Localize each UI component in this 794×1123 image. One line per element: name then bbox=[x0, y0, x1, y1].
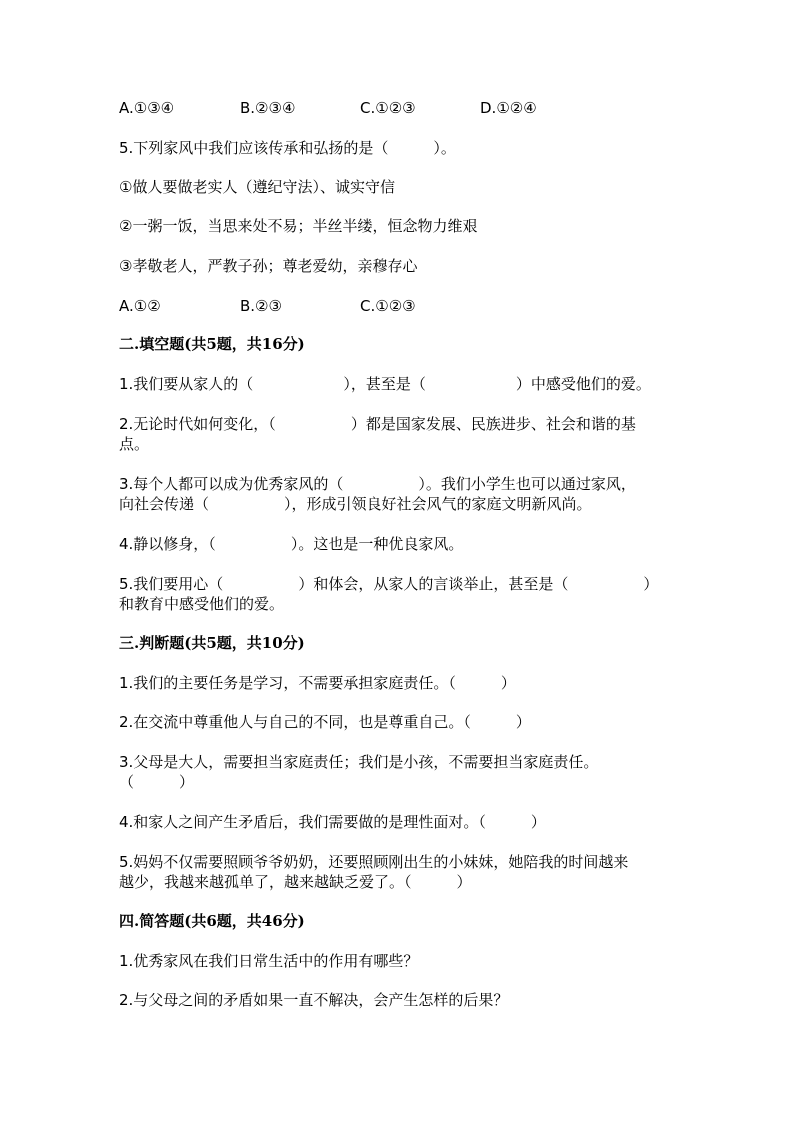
q4-option-c: C.①②③ bbox=[360, 99, 416, 117]
s2-q2-line2: 点。 bbox=[119, 435, 150, 453]
s2-q4: 4.静以修身，（ ）。这也是一种优良家风。 bbox=[119, 535, 464, 553]
q5-option-a: A.①② bbox=[119, 297, 161, 315]
s3-q3-line2: （ ） bbox=[119, 773, 195, 791]
s2-q2-line1: 2.无论时代如何变化，（ ）都是国家发展、民族进步、社会和谐的基 bbox=[119, 415, 636, 433]
section3-title: 三.判断题(共5题，共10分) bbox=[119, 634, 305, 652]
q5-item-2: ②一粥一饭，当思来处不易；半丝半缕，恒念物力维艰 bbox=[119, 217, 478, 235]
s4-q1: 1.优秀家风在我们日常生活中的作用有哪些？ bbox=[119, 952, 419, 970]
s2-q3-line2: 向社会传递（ ），形成引领良好社会风气的家庭文明新风尚。 bbox=[119, 495, 592, 513]
section2-title: 二.填空题(共5题，共16分) bbox=[119, 335, 305, 353]
s3-q2: 2.在交流中尊重他人与自己的不同，也是尊重自己。（ ） bbox=[119, 713, 531, 731]
s4-q2: 2.与父母之间的矛盾如果一直不解决，会产生怎样的后果？ bbox=[119, 991, 509, 1009]
s3-q5-line1: 5.妈妈不仅需要照顾爷爷奶奶，还要照顾刚出生的小妹妹，她陪我的时间越来 bbox=[119, 853, 629, 871]
s3-q1: 1.我们的主要任务是学习，不需要承担家庭责任。（ ） bbox=[119, 674, 516, 692]
q4-option-a: A.①③④ bbox=[119, 99, 175, 117]
s2-q5-line2: 和教育中感受他们的爱。 bbox=[119, 595, 285, 613]
section4-title: 四.简答题(共6题，共46分) bbox=[119, 912, 305, 930]
q5-stem: 5.下列家风中我们应该传承和弘扬的是（ ）。 bbox=[119, 139, 456, 157]
q4-option-d: D.①②④ bbox=[480, 99, 537, 117]
q4-option-b: B.②③④ bbox=[240, 99, 296, 117]
s2-q3-line1: 3.每个人都可以成为优秀家风的（ ）。我们小学生也可以通过家风， bbox=[119, 475, 636, 493]
s3-q3-line1: 3.父母是大人，需要担当家庭责任；我们是小孩，不需要担当家庭责任。 bbox=[119, 753, 599, 771]
s3-q4: 4.和家人之间产生矛盾后，我们需要做的是理性面对。（ ） bbox=[119, 813, 546, 831]
q5-item-3: ③孝敬老人，严教子孙；尊老爱幼，亲穆存心 bbox=[119, 257, 418, 275]
s3-q5-line2: 越少，我越来越孤单了，越来越缺乏爱了。（ ） bbox=[119, 873, 472, 891]
s2-q1: 1.我们要从家人的（ ），甚至是（ ）中感受他们的爱。 bbox=[119, 375, 651, 393]
q5-option-b: B.②③ bbox=[240, 297, 282, 315]
q5-option-c: C.①②③ bbox=[360, 297, 416, 315]
s2-q5-line1: 5.我们要用心（ ）和体会，从家人的言谈举止，甚至是（ ） bbox=[119, 575, 659, 593]
q5-item-1: ①做人要做老实人（遵纪守法）、诚实守信 bbox=[119, 178, 395, 196]
